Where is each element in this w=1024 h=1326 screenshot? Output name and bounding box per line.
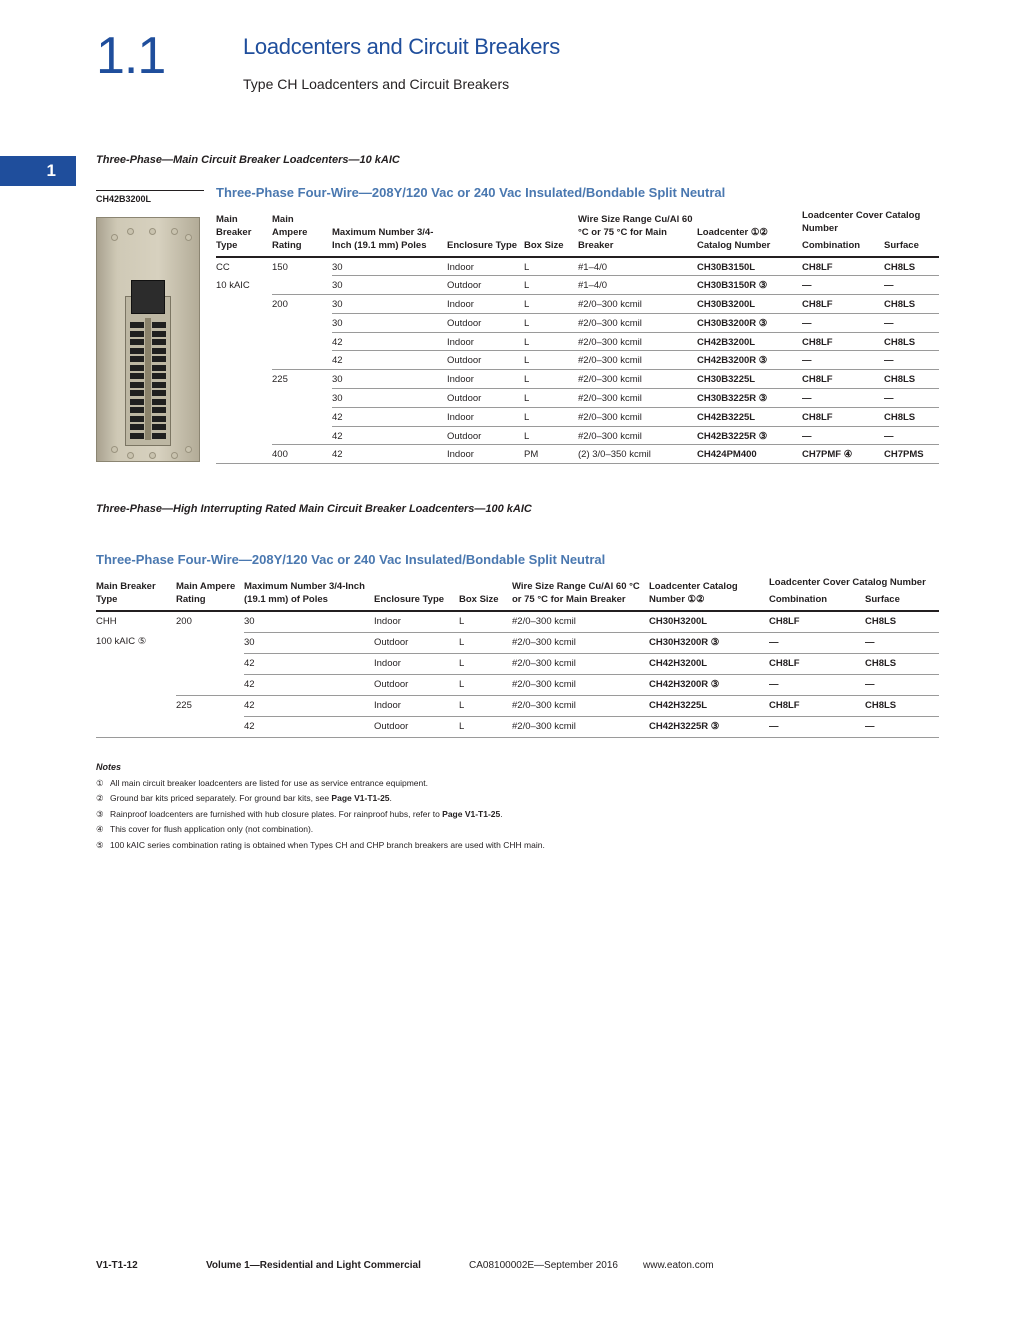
cell-amp xyxy=(176,674,244,695)
cell-wire: #2/0–300 kcmil xyxy=(578,370,697,389)
cell-wire: #2/0–300 kcmil xyxy=(512,695,649,716)
section1-table-title: Three-Phase Four-Wire—208Y/120 Vac or 240 Vac Insulated/Bondable Split Neutral xyxy=(216,185,726,200)
table-row xyxy=(96,695,939,716)
table-row xyxy=(216,407,939,426)
table-row xyxy=(216,257,939,276)
note-text: Rainproof loadcenters are furnished with hub closure plates. For rainproof hubs, refer to xyxy=(110,808,443,819)
note-marker: ② xyxy=(96,793,104,803)
cell-surf: CH7PMS xyxy=(884,445,939,464)
cell-enc: Outdoor xyxy=(374,674,459,695)
cell-cat: CH42H3200R ③ xyxy=(649,674,769,695)
col-main-ampere-rating: Main Ampere Rating xyxy=(176,576,244,611)
cell-wire: #2/0–300 kcmil xyxy=(512,653,649,674)
cell-comb: CH8LF xyxy=(802,295,884,314)
note-item: ③ Rainproof loadcenters are furnished with hub closure plates. For rainproof hubs, refer to Page V1-T1-25. xyxy=(96,807,545,823)
col-cover-catalog-group: Loadcenter Cover Catalog Number xyxy=(769,577,926,588)
cell-wire: #2/0–300 kcmil xyxy=(578,389,697,408)
note-marker: ⑤ xyxy=(96,839,104,850)
col-surface: Surface xyxy=(884,239,939,257)
cell-amp: 200 xyxy=(176,616,192,627)
col-combination: Combination xyxy=(802,239,884,257)
col-enclosure-type: Enclosure Type xyxy=(374,576,459,611)
cell-type xyxy=(216,389,272,408)
cell-type: CC xyxy=(216,262,230,273)
loadcenter-product-image xyxy=(96,217,200,462)
cell-type: 10 kAIC xyxy=(216,279,250,291)
cell-type xyxy=(96,653,176,674)
col-cover-catalog-group: Loadcenter Cover Catalog Number xyxy=(802,210,921,234)
cell-cat: CH42H3225R ③ xyxy=(649,716,769,737)
cell-poles: 30 xyxy=(332,389,447,408)
cell-wire: #1–4/0 xyxy=(578,276,697,295)
cell-poles: 42 xyxy=(244,716,374,737)
page-subtitle: Type CH Loadcenters and Circuit Breakers xyxy=(243,76,510,92)
cell-cat: CH30B3225L xyxy=(697,370,802,389)
cell-wire: #2/0–300 kcmil xyxy=(578,332,697,351)
cell-cat: CH30B3200R ③ xyxy=(697,313,802,332)
cell-box: L xyxy=(524,257,578,276)
cell-enc: Indoor xyxy=(447,257,524,276)
cell-comb: — xyxy=(802,426,884,445)
note-marker: ① xyxy=(96,777,104,788)
cell-amp: 225 xyxy=(272,374,288,386)
cell-amp xyxy=(176,653,244,674)
note-item xyxy=(96,822,545,838)
cell-amp xyxy=(272,313,332,332)
cell-type: 100 kAIC ⑤ xyxy=(96,636,147,647)
cell-cat: CH424PM400 xyxy=(697,445,802,464)
cell-type xyxy=(216,407,272,426)
cell-type xyxy=(216,332,272,351)
cell-cat: CH30H3200R ③ xyxy=(649,632,769,653)
cell-box: L xyxy=(459,653,512,674)
section-tab: 1 xyxy=(0,156,76,186)
col-main-breaker-type: Main Breaker Type xyxy=(96,576,176,611)
col-box-size: Box Size xyxy=(524,209,578,257)
cell-enc: Indoor xyxy=(374,695,459,716)
cell-enc: Indoor xyxy=(447,407,524,426)
cell-poles: 30 xyxy=(332,370,447,389)
page-title: Loadcenters and Circuit Breakers xyxy=(243,34,560,59)
cell-amp xyxy=(272,276,332,295)
cell-poles: 42 xyxy=(244,653,374,674)
cell-type xyxy=(216,295,272,314)
cell-surf: CH8LS xyxy=(865,695,939,716)
section2-spec-table xyxy=(96,576,939,738)
cell-surf: — xyxy=(884,389,939,408)
cell-comb: — xyxy=(769,674,865,695)
cell-wire: #2/0–300 kcmil xyxy=(578,313,697,332)
cell-comb: — xyxy=(769,716,865,737)
cell-box: L xyxy=(524,389,578,408)
cell-enc: Outdoor xyxy=(447,426,524,445)
note-marker: ④ xyxy=(96,824,104,834)
cell-wire: #2/0–300 kcmil xyxy=(578,351,697,370)
note-text: This cover for flush application only (not combination). xyxy=(110,824,314,834)
cell-amp xyxy=(176,632,244,653)
cell-enc: Indoor xyxy=(447,332,524,351)
table-row xyxy=(216,332,939,351)
cell-wire: #2/0–300 kcmil xyxy=(512,674,649,695)
table-row xyxy=(216,295,939,314)
note-item xyxy=(96,838,545,854)
col-main-ampere-rating: Main Ampere Rating xyxy=(272,209,332,257)
cell-enc: Outdoor xyxy=(447,276,524,295)
cell-comb: CH8LF xyxy=(802,332,884,351)
table-row xyxy=(216,313,939,332)
cell-surf: — xyxy=(865,632,939,653)
section1-heading: Three-Phase—Main Circuit Breaker Loadcenters—10 kAIC xyxy=(96,154,400,166)
cell-surf: CH8LS xyxy=(884,332,939,351)
cell-box: L xyxy=(459,716,512,737)
note-text: Ground bar kits priced separately. For ground bar kits, see xyxy=(110,793,332,803)
cell-type xyxy=(216,445,272,464)
table-row xyxy=(216,426,939,445)
cell-enc: Indoor xyxy=(374,653,459,674)
cell-type xyxy=(216,351,272,370)
cell-surf: — xyxy=(884,351,939,370)
footer-url: www.eaton.com xyxy=(643,1260,714,1271)
cell-amp xyxy=(176,716,244,737)
cell-box: L xyxy=(524,351,578,370)
cell-comb: CH7PMF ④ xyxy=(802,445,884,464)
cell-surf: — xyxy=(884,313,939,332)
cell-amp: 200 xyxy=(272,299,288,311)
col-main-breaker-type: Main Breaker Type xyxy=(216,209,272,257)
footer-page-number: V1-T1-12 xyxy=(96,1260,138,1271)
footer-doc-number: CA08100002E—September 2016 xyxy=(469,1260,618,1271)
cell-poles: 30 xyxy=(244,611,374,632)
cell-comb: — xyxy=(802,389,884,408)
col-enclosure-type: Enclosure Type xyxy=(447,209,524,257)
cell-wire: #1–4/0 xyxy=(578,257,697,276)
cell-amp xyxy=(272,332,332,351)
cell-enc: Outdoor xyxy=(374,632,459,653)
cell-amp xyxy=(272,389,332,408)
notes-title: Notes xyxy=(96,762,122,772)
cell-type xyxy=(96,674,176,695)
cell-poles: 42 xyxy=(332,407,447,426)
cell-surf: — xyxy=(884,276,939,295)
cell-poles: 30 xyxy=(332,276,447,295)
cell-cat: CH30B3150L xyxy=(697,257,802,276)
cell-comb: — xyxy=(802,313,884,332)
cell-wire: #2/0–300 kcmil xyxy=(512,716,649,737)
notes xyxy=(96,760,545,853)
table-row xyxy=(96,653,939,674)
cell-poles: 30 xyxy=(332,313,447,332)
cell-enc: Indoor xyxy=(447,445,524,464)
cell-box: L xyxy=(524,313,578,332)
note-item xyxy=(96,776,545,792)
cell-box: L xyxy=(524,332,578,351)
cell-amp: 150 xyxy=(272,262,288,273)
col-wire-size: Wire Size Range Cu/Al 60 °C or 75 °C for Main Breaker xyxy=(578,209,697,257)
note-marker: ③ xyxy=(96,808,104,819)
cell-comb: — xyxy=(769,632,865,653)
cell-wire: #2/0–300 kcmil xyxy=(578,295,697,314)
cell-type xyxy=(216,370,272,389)
cell-poles: 42 xyxy=(244,695,374,716)
cell-box: L xyxy=(524,426,578,445)
cell-enc: Indoor xyxy=(447,370,524,389)
table-row xyxy=(216,276,939,295)
cell-surf: — xyxy=(865,716,939,737)
cell-cat: CH30B3200L xyxy=(697,295,802,314)
cell-wire: (2) 3/0–350 kcmil xyxy=(578,445,697,464)
cell-wire: #2/0–300 kcmil xyxy=(512,632,649,653)
col-wire-size: Wire Size Range Cu/Al 60 °C or 75 °C for Main Breaker xyxy=(512,576,649,611)
cell-comb: CH8LF xyxy=(802,257,884,276)
cell-box: L xyxy=(459,695,512,716)
cell-wire: #2/0–300 kcmil xyxy=(578,407,697,426)
cell-surf: CH8LS xyxy=(884,407,939,426)
table-row xyxy=(216,389,939,408)
cell-amp xyxy=(272,426,332,445)
cell-surf: CH8LS xyxy=(884,370,939,389)
cell-enc: Outdoor xyxy=(447,313,524,332)
cell-box: L xyxy=(524,370,578,389)
cell-cat: CH30B3150R ③ xyxy=(697,276,802,295)
cell-enc: Outdoor xyxy=(374,716,459,737)
cell-comb: CH8LF xyxy=(802,407,884,426)
cell-comb: CH8LF xyxy=(769,695,865,716)
section2-heading: Three-Phase—High Interrupting Rated Main Circuit Breaker Loadcenters—100 kAIC xyxy=(96,503,532,515)
cell-box: L xyxy=(459,674,512,695)
cell-comb: CH8LF xyxy=(769,653,865,674)
cell-cat: CH42B3200L xyxy=(697,332,802,351)
cell-surf: CH8LS xyxy=(865,611,939,632)
cell-comb: — xyxy=(802,351,884,370)
section2-table-title: Three-Phase Four-Wire—208Y/120 Vac or 240 Vac Insulated/Bondable Split Neutral xyxy=(96,552,606,567)
cell-poles: 42 xyxy=(332,445,447,464)
col-loadcenter-catalog: Loadcenter Catalog Number ①② xyxy=(649,576,769,611)
cell-cat: CH42H3225L xyxy=(649,695,769,716)
table-row xyxy=(96,674,939,695)
cell-enc: Outdoor xyxy=(447,389,524,408)
cell-box: L xyxy=(524,295,578,314)
cell-box: L xyxy=(524,407,578,426)
note-item: ② Ground bar kits priced separately. For ground bar kits, see Page V1-T1-25. xyxy=(96,791,545,807)
footer-volume: Volume 1—Residential and Light Commercial xyxy=(206,1260,421,1271)
cell-poles: 42 xyxy=(244,674,374,695)
section-number: 1.1 xyxy=(96,27,166,85)
col-max-poles: Maximum Number 3/4-Inch (19.1 mm) Poles xyxy=(332,209,447,257)
cell-poles: 30 xyxy=(332,295,447,314)
cell-poles: 30 xyxy=(332,257,447,276)
cell-amp xyxy=(272,351,332,370)
cell-box: L xyxy=(459,611,512,632)
cell-type xyxy=(216,313,272,332)
cell-enc: Outdoor xyxy=(447,351,524,370)
cell-cat: CH42B3225L xyxy=(697,407,802,426)
col-combination: Combination xyxy=(769,593,865,611)
cell-type xyxy=(216,426,272,445)
cell-type: CHH xyxy=(96,616,117,627)
col-max-poles: Maximum Number 3/4-Inch (19.1 mm) of Poles xyxy=(244,576,374,611)
table-row xyxy=(216,445,939,464)
note-page-reference[interactable]: Page V1-T1-25 xyxy=(442,808,501,819)
cell-comb: — xyxy=(802,276,884,295)
col-surface: Surface xyxy=(865,593,939,611)
cell-amp: 225 xyxy=(176,699,192,711)
cell-wire: #2/0–300 kcmil xyxy=(578,426,697,445)
cell-surf: CH8LS xyxy=(884,295,939,314)
cell-cat: CH42H3200L xyxy=(649,653,769,674)
cell-surf: — xyxy=(884,426,939,445)
cell-surf: CH8LS xyxy=(884,257,939,276)
section1-spec-table xyxy=(216,209,939,464)
cell-comb: CH8LF xyxy=(802,370,884,389)
cell-poles: 42 xyxy=(332,332,447,351)
cell-type xyxy=(96,716,176,737)
cell-surf: — xyxy=(865,674,939,695)
table-row xyxy=(96,716,939,737)
cell-box: L xyxy=(524,276,578,295)
cell-poles: 30 xyxy=(244,632,374,653)
cell-amp xyxy=(272,407,332,426)
table-row xyxy=(96,611,939,632)
note-text: 100 kAIC series combination rating is obtained when Types CH and CHP branch breakers are used with CHH main. xyxy=(110,839,545,850)
cell-comb: CH8LF xyxy=(769,611,865,632)
cell-enc: Indoor xyxy=(374,611,459,632)
cell-cat: CH30B3225R ③ xyxy=(697,389,802,408)
product-image-caption: CH42B3200L xyxy=(96,190,204,204)
cell-surf: CH8LS xyxy=(865,653,939,674)
cell-cat: CH42B3225R ③ xyxy=(697,426,802,445)
cell-amp: 400 xyxy=(272,445,332,464)
table-row xyxy=(216,370,939,389)
table-row xyxy=(96,632,939,653)
cell-box: L xyxy=(459,632,512,653)
cell-enc: Indoor xyxy=(447,295,524,314)
note-text: All main circuit breaker loadcenters are listed for use as service entrance equipment. xyxy=(110,777,428,788)
cell-box: PM xyxy=(524,445,578,464)
cell-poles: 42 xyxy=(332,426,447,445)
cell-poles: 42 xyxy=(332,351,447,370)
col-loadcenter-catalog: Loadcenter ①② Catalog Number xyxy=(697,209,802,257)
cell-wire: #2/0–300 kcmil xyxy=(512,611,649,632)
note-page-reference[interactable]: Page V1-T1-25 xyxy=(331,793,390,803)
table-row xyxy=(216,351,939,370)
cell-type xyxy=(96,695,176,716)
cell-cat: CH30H3200L xyxy=(649,611,769,632)
col-box-size: Box Size xyxy=(459,576,512,611)
cell-cat: CH42B3200R ③ xyxy=(697,351,802,370)
